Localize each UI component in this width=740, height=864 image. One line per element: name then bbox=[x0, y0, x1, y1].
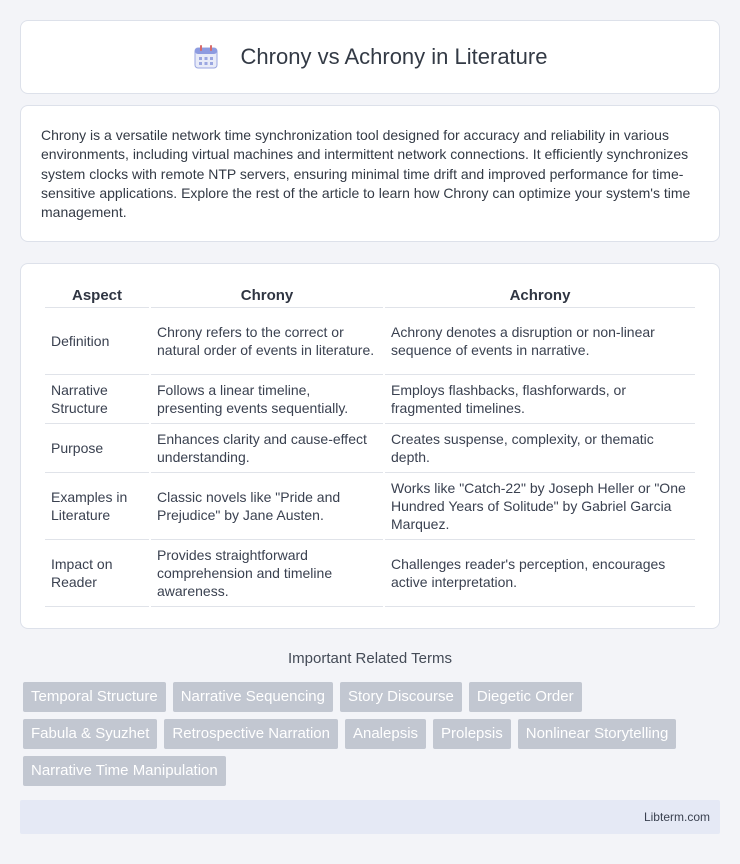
table-row bbox=[45, 424, 695, 473]
table-row bbox=[45, 540, 695, 607]
row-achrony: Challenges reader's perception, encourages active interpretation. bbox=[385, 540, 695, 607]
related-term-tag[interactable]: Temporal Structure bbox=[23, 682, 166, 712]
row-aspect: Purpose bbox=[45, 424, 149, 473]
row-aspect: Narrative Structure bbox=[45, 375, 149, 424]
footer bbox=[20, 800, 720, 834]
related-term-tag[interactable]: Narrative Sequencing bbox=[173, 682, 333, 712]
related-term-tag[interactable]: Story Discourse bbox=[340, 682, 462, 712]
intro-card bbox=[20, 105, 720, 242]
related-terms-title: Important Related Terms bbox=[288, 650, 452, 667]
row-aspect: Definition bbox=[45, 308, 149, 375]
row-chrony: Chrony refers to the correct or natural order of events in literature. bbox=[151, 308, 383, 375]
row-chrony: Provides straightforward comprehension and timeline awareness. bbox=[151, 540, 383, 607]
comparison-table bbox=[43, 284, 697, 607]
related-term-tag[interactable]: Nonlinear Storytelling bbox=[518, 719, 677, 749]
related-term-tag[interactable]: Fabula & Syuzhet bbox=[23, 719, 157, 749]
related-term-tag[interactable]: Retrospective Narration bbox=[164, 719, 338, 749]
table-header-row bbox=[45, 284, 695, 308]
related-term-tag[interactable]: Diegetic Order bbox=[469, 682, 582, 712]
table-row bbox=[45, 308, 695, 375]
related-term-tag[interactable]: Prolepsis bbox=[433, 719, 511, 749]
row-achrony: Employs flashbacks, flashforwards, or fragmented timelines. bbox=[385, 375, 695, 424]
comparison-card bbox=[20, 263, 720, 629]
related-term-tag[interactable]: Analepsis bbox=[345, 719, 426, 749]
row-aspect: Impact on Reader bbox=[45, 540, 149, 607]
header-achrony: Achrony bbox=[385, 284, 695, 308]
footer-site-link[interactable]: Libterm.com bbox=[643, 810, 710, 824]
title-card bbox=[20, 20, 720, 94]
page-title: Chrony vs Achrony in Literature bbox=[240, 44, 548, 69]
row-achrony: Creates suspense, complexity, or thematic depth. bbox=[385, 424, 695, 473]
related-terms-list bbox=[23, 682, 723, 793]
row-achrony: Achrony denotes a disruption or non-linear sequence of events in narrative. bbox=[385, 308, 695, 375]
table-row bbox=[45, 473, 695, 540]
header-aspect: Aspect bbox=[45, 284, 149, 308]
table-row bbox=[45, 375, 695, 424]
row-chrony: Classic novels like "Pride and Prejudice" by Jane Austen. bbox=[151, 473, 383, 540]
row-aspect: Examples in Literature bbox=[45, 473, 149, 540]
calendar-icon bbox=[193, 44, 219, 70]
intro-text: Chrony is a versatile network time synchronization tool designed for accuracy and reliability in various environments, including virtual machines and intermittent network connections. It efficiently synchronizes system clocks with remote NTP servers, ensuring minimal time drift and improved performance for time-sensitive applications. Explore the rest of the article to learn how Chrony can optimize your system's time management. bbox=[41, 127, 691, 221]
row-chrony: Enhances clarity and cause-effect understanding. bbox=[151, 424, 383, 473]
row-achrony: Works like "Catch-22" by Joseph Heller or "One Hundred Years of Solitude" by Gabriel Garcia Marquez. bbox=[385, 473, 695, 540]
related-term-tag[interactable]: Narrative Time Manipulation bbox=[23, 756, 226, 786]
row-chrony: Follows a linear timeline, presenting events sequentially. bbox=[151, 375, 383, 424]
header-chrony: Chrony bbox=[151, 284, 383, 308]
